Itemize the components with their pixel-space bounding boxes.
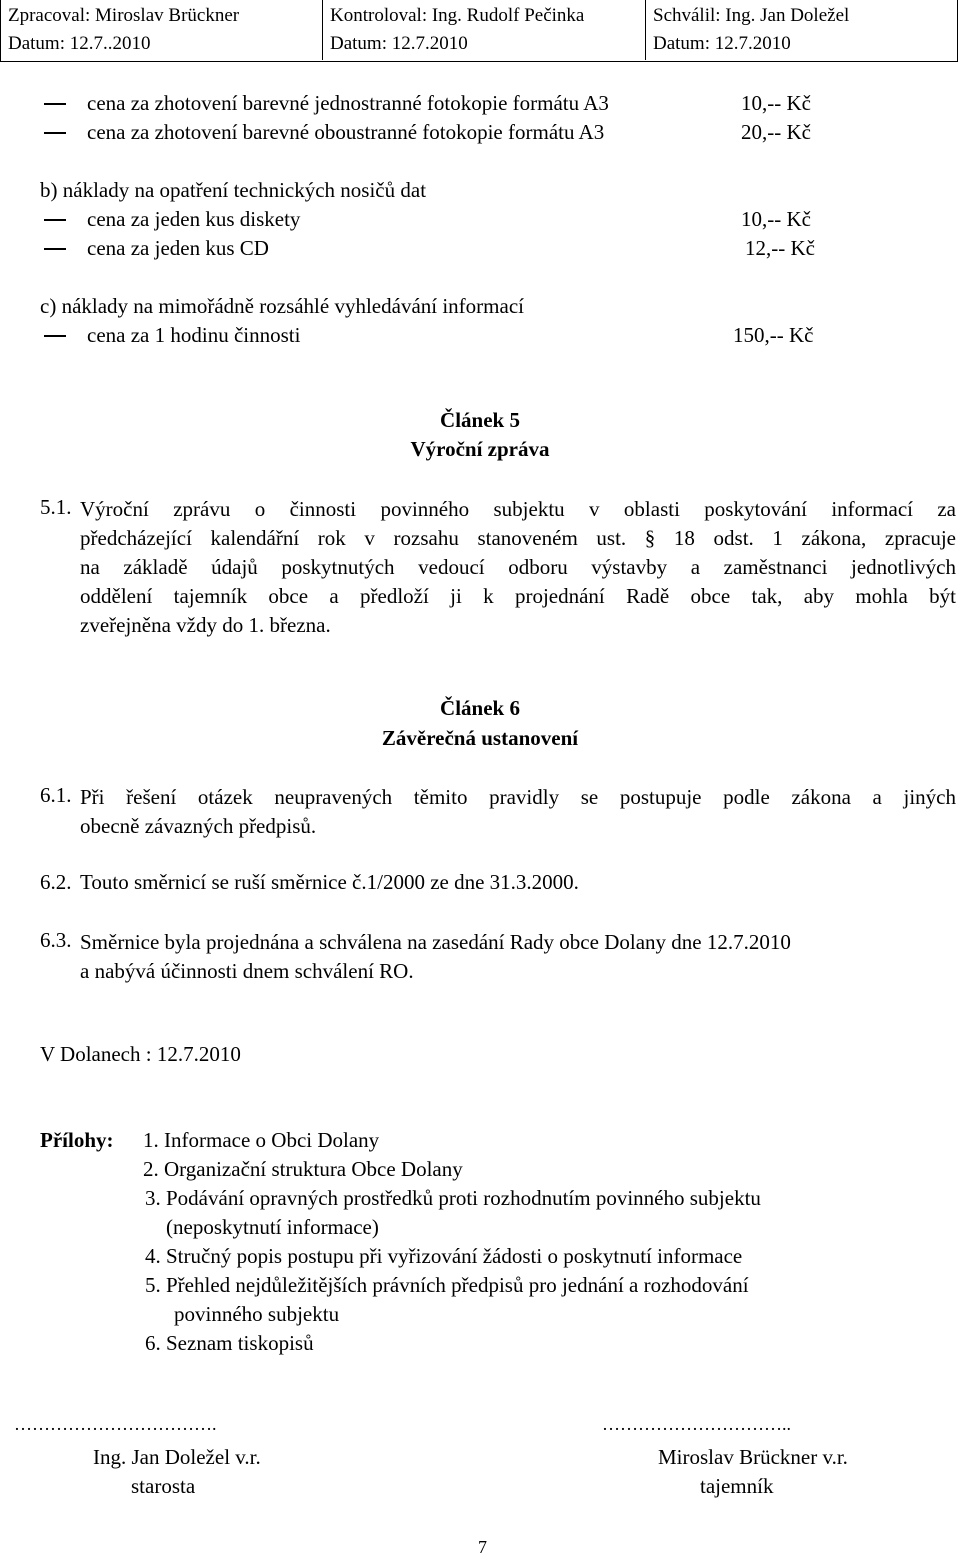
fee-item-text: cena za jeden kus CD (87, 236, 269, 260)
paragraph-line: a nabývá účinnosti dnem schválení RO. (80, 959, 414, 983)
attachment-item: 3. Podávání opravných prostředků proti rozhodnutím povinného subjektu (145, 1186, 761, 1210)
paragraph-line: Směrnice byla projednána a schválena na zasedání Rady obce Dolany dne 12.7.2010 (80, 930, 791, 954)
header-approved-by: Schválil: Ing. Jan Doležel (653, 5, 850, 26)
paragraph-number: 5.1. (40, 495, 72, 519)
paragraph-number: 6.1. (40, 783, 72, 807)
article-6-title: Článek 6 (440, 696, 520, 720)
paragraph-line: oddělení tajemník obce a předloží ji k projednání Radě obce tak, aby mohla být (80, 584, 956, 608)
article-6-paragraph-3 (80, 928, 940, 986)
header-cell-prepared (1, 0, 323, 60)
attachment-item: 4. Stručný popis postupu při vyřizování žádosti o poskytnutí informace (145, 1244, 743, 1268)
fee-item-price: 20,-- Kč (741, 120, 811, 144)
fee-item-text: cena za zhotovení barevné oboustranné fotokopie formátu A3 (87, 120, 605, 144)
header-cell-approved (646, 0, 959, 60)
article-6-subtitle: Závěrečná ustanovení (381, 726, 579, 750)
paragraph-line: Při řešení otázek neupravených těmito pravidly se postupuje podle zákona a jiných (80, 785, 956, 809)
paragraph-number: 6.2. (40, 870, 72, 894)
signature-name-left: Ing. Jan Doležel v.r. (93, 1445, 261, 1469)
paragraph-line: na základě údajů poskytnutých vedoucí odboru výstavby a zaměstnanci jednotlivých (80, 555, 956, 579)
article-6-paragraph-1 (80, 783, 956, 841)
fee-section-c-heading: c) náklady na mimořádně rozsáhlé vyhledávání informací (40, 294, 524, 318)
paragraph-line: Výroční zprávu o činnosti povinného subjektu v oblasti poskytování informací za (80, 497, 956, 521)
fee-item-text: cena za zhotovení barevné jednostranné fotokopie formátu A3 (87, 91, 609, 115)
paragraph-line: obecně závazných předpisů. (80, 814, 317, 838)
signature-role-left: starosta (131, 1474, 196, 1498)
article-5-title: Článek 5 (440, 408, 520, 432)
fee-item-price: 10,-- Kč (741, 207, 811, 231)
header-checked-date: Datum: 12.7.2010 (330, 33, 468, 54)
signature-name-right: Miroslav Brückner v.r. (658, 1445, 848, 1469)
header-prepared-date: Datum: 12.7..2010 (8, 33, 151, 54)
signature-line-left: ……………………………. (14, 1414, 217, 1434)
dash-bullet (44, 132, 66, 134)
article-5-subtitle: Výroční zpráva (410, 437, 550, 461)
attachments-label: Přílohy: (40, 1128, 114, 1152)
paragraph-number: 6.3. (40, 928, 72, 952)
fee-item-price: 150,-- Kč (733, 323, 814, 347)
signature-role-right: tajemník (700, 1474, 774, 1498)
fee-item-price: 12,-- Kč (745, 236, 815, 260)
header-cell-checked (323, 0, 646, 60)
attachment-item: 1. Informace o Obci Dolany (143, 1128, 380, 1152)
article-5-paragraph (80, 495, 956, 640)
place-date: V Dolanech : 12.7.2010 (40, 1042, 241, 1066)
header-checked-by: Kontroloval: Ing. Rudolf Pečinka (330, 5, 585, 26)
fee-item-text: cena za 1 hodinu činnosti (87, 323, 301, 347)
paragraph-line: zveřejněna vždy do 1. března. (80, 613, 331, 637)
document-header-table (0, 0, 958, 62)
fee-section-b-heading: b) náklady na opatření technických nosičů dat (40, 178, 427, 202)
attachment-item: 5. Přehled nejdůležitějších právních předpisů pro jednání a rozhodování (145, 1273, 749, 1297)
attachment-item: 6. Seznam tiskopisů (145, 1331, 314, 1355)
header-approved-date: Datum: 12.7.2010 (653, 33, 791, 54)
attachment-item: 2. Organizační struktura Obce Dolany (143, 1157, 463, 1181)
attachment-item-continuation: povinného subjektu (174, 1302, 340, 1326)
signature-line-right: ………………………….. (602, 1414, 791, 1434)
fee-item-text: cena za jeden kus diskety (87, 207, 301, 231)
dash-bullet (44, 103, 66, 105)
fee-item-price: 10,-- Kč (741, 91, 811, 115)
dash-bullet (44, 219, 66, 221)
attachment-item-continuation: (neposkytnutí informace) (166, 1215, 379, 1239)
page-number: 7 (478, 1537, 487, 1557)
article-6-paragraph-2: Touto směrnicí se ruší směrnice č.1/2000 ze dne 31.3.2000. (80, 870, 579, 894)
paragraph-line: předcházející kalendářní rok v rozsahu stanoveném ust. § 18 odst. 1 zákona, zpracuje (80, 526, 956, 550)
dash-bullet (44, 248, 66, 250)
header-prepared-by: Zpracoval: Miroslav Brückner (8, 5, 240, 26)
dash-bullet (44, 335, 66, 337)
